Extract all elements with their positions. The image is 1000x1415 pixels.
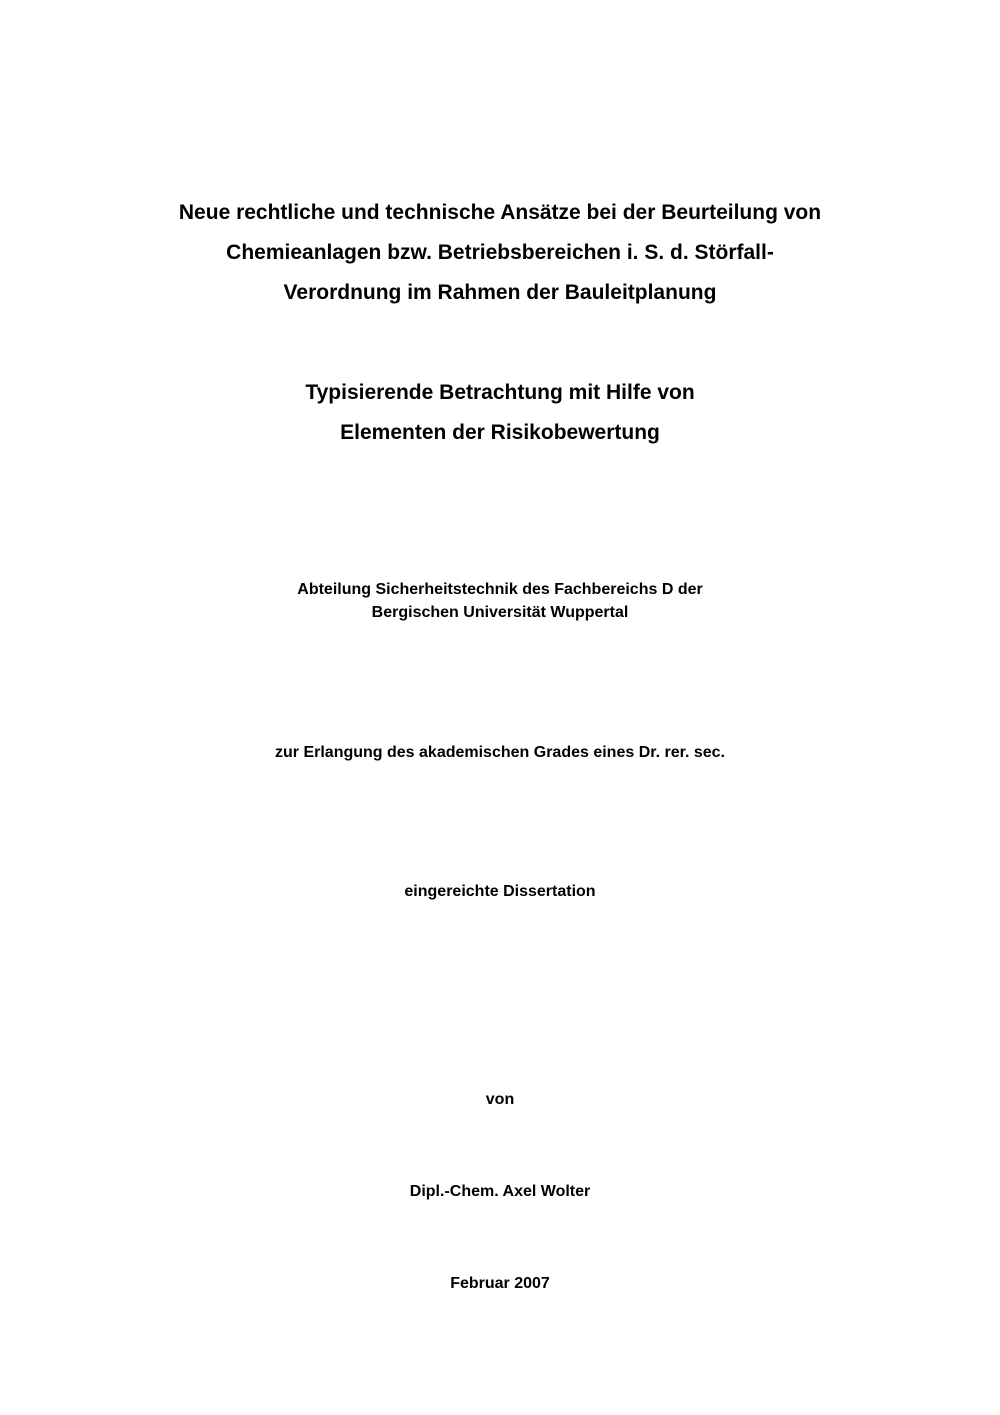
author-name: Dipl.-Chem. Axel Wolter	[409, 1183, 591, 1200]
subtitle-line-1: Typisierende Betrachtung mit Hilfe von	[305, 381, 695, 404]
title-line-2: Chemieanlagen bzw. Betriebsbereichen i. S. d. Störfall-	[226, 241, 774, 264]
institution-line-1: Abteilung Sicherheitstechnik des Fachbereichs D der	[297, 581, 703, 598]
subtitle-line-2: Elementen der Risikobewertung	[340, 421, 660, 444]
degree-purpose: zur Erlangung des akademischen Grades eines Dr. rer. sec.	[275, 744, 725, 761]
title-line-3: Verordnung im Rahmen der Bauleitplanung	[283, 281, 717, 304]
submission-date: Februar 2007	[450, 1275, 550, 1292]
document-type: eingereichte Dissertation	[404, 883, 596, 900]
byline: von	[485, 1091, 515, 1108]
dissertation-title	[0, 193, 1000, 313]
dissertation-subtitle	[0, 373, 1000, 453]
institution	[0, 578, 1000, 624]
institution-line-2: Bergischen Universität Wuppertal	[371, 604, 629, 621]
title-line-1: Neue rechtliche und technische Ansätze bei der Beurteilung von	[178, 201, 822, 224]
